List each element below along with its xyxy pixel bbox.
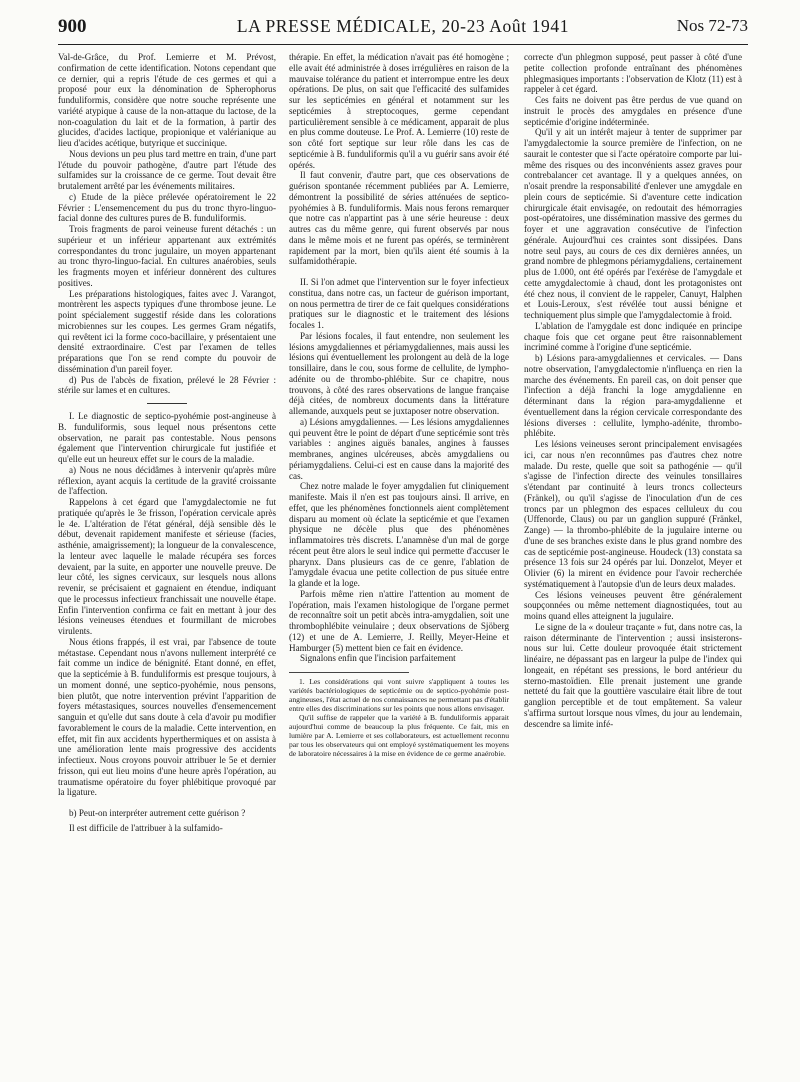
paragraph: Il faut convenir, d'autre part, que ces observations de guérison spontanée récemment publiées par A. Lemierre, démontrent la possibilité de séries atténuées de septico-pyohémies à B. funduliformis. Mais nous ferons remarquer que notre cas n'appartint pas à une série heureuse : deux autres cas du même genre, qui furent observés par nous dans le même mois et ne furent pas opérés, se terminèrent rapidement par la mort, bien qu'ils aient été soumis à la sulfamidothérapie. <box>289 170 509 267</box>
footnotes <box>289 677 509 758</box>
paragraph: Rappelons à cet égard que l'amygdalectomie ne fut pratiquée qu'après le 3e frisson, l'opération cervicale après le 4e. L'altération de l'état général, déjà sensible dès le début, devenait rapidement manifeste et sérieuse (facies, asthénie, amaigrissement); la longueur de la convalescence, la lenteur avec laquelle le malade récupéra ses forces devaient, par la suite, en apporter une nouvelle preuve. De leur côté, les signes cervicaux, sur lesquels nous allons revenir, se précisaient et gagnaient en étendue, indiquant que le processus infectieux franchissait une nouvelle étape. Enfin l'intervention confirma ce fait en mettant à jour des lésions veineuses étendues et fourmillant de microbes virulents. <box>58 497 276 636</box>
paragraph: Ces faits ne doivent pas être perdus de vue quand on instruit le procès des amygdales en présence d'une septicémie d'origine indéterminée. <box>524 95 742 127</box>
paragraph: b) Peut-on interpréter autrement cette guérison ? <box>69 808 246 818</box>
paragraph: c) Etude de la pièce prélevée opératoirement le 22 Février : L'ensemencement du pus du tronc thyro-linguo-facial donne des cultures pures de B. funduliformis. <box>58 191 276 224</box>
column-left <box>58 52 276 834</box>
paragraph: Chez notre malade le foyer amygdalien fut cliniquement manifeste. Mais il n'en est pas toujours ainsi. Il arrive, en effet, que les phénomènes fonctionnels aient complètement disparu au moment où éclate la septicémie et que l'examen physique ne décèle plus que des phénomènes inflammatoires très discrets. L'anamnèse d'un mal de gorge récent peut être alors le seul indice qui permette d'accuser le pharynx. Dans plusieurs cas de ce genre, l'ablation de l'amygdale évacua une petite collection de pus située entre la glande et la loge. <box>289 481 509 588</box>
paragraph: Ces lésions veineuses peuvent être généralement soupçonnées ou même nettement diagnostiquées, tout au moins quand elles atteignent la jugulaire. <box>524 589 742 621</box>
paragraph: Par lésions focales, il faut entendre, non seulement les lésions amygdaliennes et périamygdaliennes, mais aussi les lésions qui éventuellement les prolongent au delà de la loge tonsillaire, dans le cou, sous forme de cellulite, de lympho-adénite ou de thrombo-phlébite. Sur ce chapitre, nous trouvons, à côté des rares observations de langue française déjà citées, de nombreux documents dans la littérature allemande, auxquels peut se juxtaposer notre observation. <box>289 330 509 416</box>
running-header <box>58 14 748 45</box>
paragraph: Nous devions un peu plus tard mettre en train, d'une part l'étude du pouvoir pathogène, d'autre part l'étude des sulfamides sur la croissance de ce germe. Tout devait être brutalement arrêté par les événements militaires. <box>58 148 276 191</box>
paragraph: Trois fragments de paroi veineuse furent détachés : un supérieur et un inférieur appartenant aux extrémités correspondantes du tronc jugulaire, un moyen appartenant au tronc thyro-linguo-facial. En cultures anaérobies, seuls les fragments moyen et inférieur donnèrent des cultures positives. <box>58 224 276 288</box>
paragraph: thérapie. En effet, la médication n'avait pas été homogène ; elle avait été administrée à doses irrégulières en raison de la mauvaise tolérance du patient et interrompue entre les deux opérations. De plus, on sait que l'efficacité des sulfamides sur les septicémies en général et notamment sur les septicémies à streptocoques, germe cependant particulièrement sensible à ce médicament, apparait de plus en plus comme douteuse. Le Prof. A. Lemierre (10) reste de son côté fort septique sur leur rôle dans les cas de septicémie à B. funduliformis qu'il a vu guérir sans avoir été opérés. <box>289 52 509 170</box>
paragraph-section-i: I. Le diagnostic de septico-pyohémie post-angineuse à B. funduliformis, sous lequel nous présentons cette observation, ne parait pas contestable. Nous pensons également que l'intervention chirurgicale fut justifiée et qu'elle eut un heureux effet sur le cours de la maladie. <box>58 411 276 464</box>
paragraph: b) Lésions para-amygdaliennes et cervicales. — Dans notre observation, l'amygdalectomie n'influença en rien la marche des événements. En pareil cas, on doit penser que l'infection a déjà franchi la loge amygdalienne en déterminant dans la région para-amygdalienne et éventuellement dans la région cervicale correspondante des lésions diverses : cellulite, lympho-adénite, thrombo-phlébite. <box>524 353 742 439</box>
section-divider <box>147 403 187 404</box>
paragraph: correcte d'un phlegmon supposé, peut passer à côté d'une petite collection profonde entraînant des phénomènes phlegmasiques importants : l'observation de Klotz (11) est à rappeler à cet égard. <box>524 52 742 95</box>
paragraph: Les lésions veineuses seront principalement envisagées ici, car nous n'en reconnûmes pas d'autres chez notre malade. Du reste, quelle que soit sa pathogénie — qu'il s'agisse de l'infection directe des veinules tonsillaires s'étendant par continuité à leurs troncs collecteurs (Fränkel), ou qu'il s'agisse de l'inoculation d'un de ces troncs par un phlegmon des espaces celluleux du cou (Uffenorde, Claus) ou par un ganglion suppuré (Fränkel, Zange) — la thrombo-phlébite de la jugulaire interne ou d'une de ses branches existe dans le plus grand nombre des cas de septicémie post-angineuse. Houdeck (13) constata sa présence 13 fois sur 24 opérés par lui. Donzelot, Meyer et Olivier (6) la mirent en évidence pour l'avoir recherchée systématiquement à l'autopsie d'un de leurs deux malades. <box>524 439 742 589</box>
paragraph: a) Lésions amygdaliennes. — Les lésions amygdaliennes qui peuvent être le point de départ d'une septicémie sont très variables : angines aiguës banales, angines à fausses membranes, angines ulcéreuses, abcès amygdaliens ou périamygdaliens. Celui-ci est en cause dans la majorité des cas. <box>289 416 509 481</box>
issue-number: Nos 72-73 <box>676 16 748 35</box>
column-right <box>524 52 742 729</box>
paragraph: Qu'il y ait un intérêt majeur à tenter de supprimer par l'amygdalectomie la source première de l'infection, on ne saurait le contester que si l'acte opératoire comporte par lui-même des risques ou des inconvénients assez graves pour contrebalancer cet avantage. Il y a quelques années, on n'osait prendre la responsabilité d'enlever une amygdale en plein cours de septicémie. Si d'aventure cette indication chirurgicale était envisagée, on redoutait des hémorragies post-opératoires, une dissémination massive des germes du foyer et une aggravation consécutive de l'infection générale. Aujourd'hui ces craintes sont dissipées. Dans notre seul pays, au cours de ces dix dernières années, un grand nombre de phlegmons périamygdaliens, certainement plus de 1.000, ont été opérés par l'exérèse de l'amygdale et cette amygdalectomie à chaud, dont les protagonistes ont été chez nous, il convient de le rappeler, Canuyt, Halphen et Louis-Leroux, s'est révélée tout aussi bénigne et techniquement plus simple que l'amygdalectomie à froid. <box>524 127 742 320</box>
paragraph: Les préparations histologiques, faites avec J. Varangot, montrèrent les aspects typiques d'une thrombose jeune. Le point spécialement suggestif réside dans les colorations microbiennes sur les coupes. Les germes Gram négatifs, qui revêtent ici la forme coco-bacillaire, y présentaient une densité extraordinaire. C'est par l'examen de telles préparations que l'on se rend compte du pouvoir de dissémination d'un pareil foyer. <box>58 288 276 374</box>
footnote: 1. Les considérations qui vont suivre s'appliquent à toutes les variétés bactériologiques de septicémie ou de septico-pyohémie post-angineuses, l'état actuel de nos connaissances ne permettant pas d'établir entre elles des discriminations sur les points que nous allons envisager. <box>289 677 509 713</box>
paragraph-section-ii: II. Si l'on admet que l'intervention sur le foyer infectieux constitua, dans notre cas, un facteur de guérison important, on nous permettra de tirer de ce fait quelques considérations pratiques sur le diagnostic et le traitement des lésions focales 1. <box>289 277 509 330</box>
footnote: Qu'il suffise de rappeler que la variété à B. funduliformis apparait aujourd'hui comme de beaucoup la plus fréquente. Ce fait, mis en lumière par A. Lemierre et ses collaborateurs, est actuellement reconnu par tous les observateurs qui ont employé systématiquement les moyens de laboratoire nécessaires à la mise en évidence de ce germe anaérobie. <box>289 713 509 758</box>
paragraph: a) Nous ne nous décidâmes à intervenir qu'après mûre réflexion, ayant acquis la certitude de la gravité croissante de l'affection. <box>58 464 276 497</box>
paragraph: Signalons enfin que l'incision parfaitement <box>300 653 456 664</box>
footnote-divider <box>289 672 409 673</box>
journal-title: LA PRESSE MÉDICALE, 20-23 Août 1941 <box>236 16 570 36</box>
paragraph: Val-de-Grâce, du Prof. Lemierre et M. Prévost, confirmation de cette identification. Notons cependant que ce dernier, qui a repris l'étude de ces germes et qui a proposé pour eux la dénomination de Spherophorus funduliformis, considère que notre souche représente une variété atypique à cause de la non-attaque du lactose, de la non-coagulation du lait et de la formation, à partir des glucides, d'acides lactique, propionique et valérianique au lieu d'acides acétique, butyrique et succinique. <box>58 52 276 148</box>
column-middle <box>289 52 509 758</box>
paragraph: d) Pus de l'abcès de fixation, prélevé le 28 Février : stérile sur lames et en cultures. <box>58 374 276 396</box>
paragraph: L'ablation de l'amygdale est donc indiquée en principe chaque fois que cet organe peut être raisonnablement incriminé comme à l'origine d'une septicémie. <box>524 320 742 353</box>
paragraph: Le signe de la « douleur traçante » fut, dans notre cas, la raison déterminante de l'intervention ; aussi insisterons-nous sur lui. Cette douleur provoquée était strictement linéaire, ne dépassant pas en largeur la pulpe de l'index qui longeait, en répétant ses pressions, le bord antérieur du sterno-mastoïdien. Elle prenait justement une grande netteté du fait que la gouttière vasculaire était libre de tout ganglion perceptible et de tout empâtement. Sa valeur s'affirma surtout lorsque nous vîmes, du jour au lendemain, descendre sa limite infé- <box>524 621 742 729</box>
paragraph: Il est difficile de l'attribuer à la sulfamido- <box>69 822 223 833</box>
page-number: 900 <box>58 16 87 37</box>
paragraph: Nous étions frappés, il est vrai, par l'absence de toute métastase. Cependant nous n'avons nullement interprété ce fait comme un indice de bénignité. Etant donné, en effet, que la septicémie à B. funduliformis est presque toujours, à un moment donné, une septico-pyohémie, nous pensons, bien plutôt, que notre intervention prévint l'apparition de foyers métastasiques, sources nouvelles d'ensemencement sanguin et qu'elle dut sans doute à cela d'avoir pu modifier favorablement le cours de la maladie. Cette intervention, en effet, mit fin aux accidents hyperthermiques et on assista à une amélioration lente mais progressive des accidents infectieux. Nous croyons pouvoir attribuer le 5e et dernier frisson, qui eut lieu moins d'une heure après l'opération, au traumatisme opératoire du foyer phlébitique provoqué par la ligature. <box>58 636 276 798</box>
paragraph: Parfois même rien n'attire l'attention au moment de l'opération, mais l'examen histologique de l'organe permet de reconnaître soit un petit abcès intra-amygdalien, soit une thrombophlébite veinulaire ; deux observations de Sjöberg (12) et une de A. Lemierre, J. Reilly, Meyer-Heine et Hamburger (5) mettent bien ce fait en évidence. <box>289 588 509 653</box>
